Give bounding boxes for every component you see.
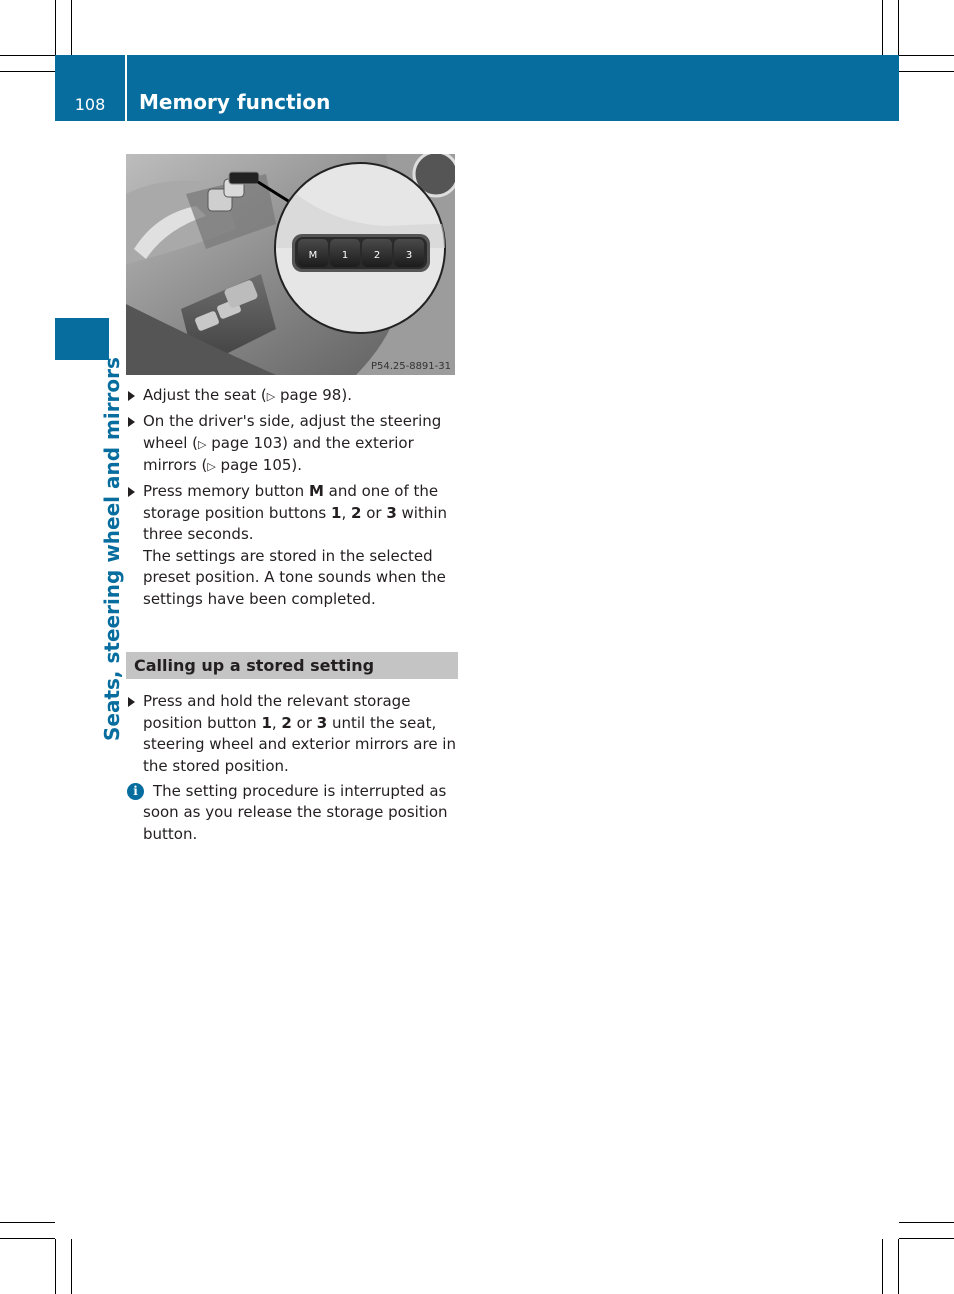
crop-mark [899, 71, 954, 72]
crop-mark [899, 1238, 954, 1239]
page-number: 108 [74, 95, 106, 114]
chapter-tab-marker [55, 318, 109, 360]
crop-mark [882, 1239, 883, 1294]
step-text: and one of the storage position buttons [143, 482, 439, 522]
step-text: within three seconds. [143, 503, 448, 543]
step-arrow-icon [128, 487, 135, 497]
crop-mark [55, 0, 56, 55]
step-arrow-icon [128, 417, 135, 427]
button-label-1: 1 [341, 250, 349, 261]
header-divider [125, 55, 127, 121]
step-text: Adjust the seat ( [143, 386, 267, 404]
chapter-side-label: Seats, steering wheel and mirrors [100, 357, 124, 741]
button-ref: M [308, 482, 324, 500]
info-note [126, 781, 458, 846]
step-text: or [361, 503, 387, 522]
step-text: or [291, 713, 317, 732]
step-text: , [341, 503, 351, 522]
step-text: page 98). [275, 386, 352, 404]
step-text: page 105). [215, 456, 303, 474]
door-panel-illustration [126, 154, 455, 375]
memory-buttons-figure [126, 154, 455, 375]
button-label-m: M [308, 250, 318, 261]
button-ref: 3 [386, 503, 397, 522]
step-text: On the driver's side, adjust the steering wheel ( [143, 412, 442, 452]
instruction-step [126, 691, 458, 777]
button-ref: 3 [316, 713, 328, 732]
main-content [126, 385, 458, 845]
instruction-step [126, 411, 458, 478]
crop-mark [0, 1222, 55, 1223]
step-text: , [271, 713, 282, 732]
crop-mark [882, 0, 883, 55]
note-text: The setting procedure is interrupted as soon as you release the storage position button. [143, 781, 448, 843]
crop-mark [898, 1239, 899, 1294]
step-text: Press and hold the relevant storage position button [143, 692, 411, 732]
step-text: page 103) and the exterior mirrors ( [143, 433, 414, 474]
crop-mark [71, 0, 72, 55]
page-ref-icon: ▷ [207, 460, 216, 473]
button-ref: 2 [350, 503, 362, 522]
button-ref: 2 [281, 713, 292, 732]
button-ref: 1 [331, 503, 342, 522]
button-label-3: 3 [405, 250, 413, 261]
crop-mark [899, 1222, 954, 1223]
page-ref-icon: ▷ [266, 390, 276, 403]
crop-mark [71, 1239, 72, 1294]
crop-mark [899, 55, 954, 56]
section-heading: Calling up a stored setting [126, 652, 458, 679]
figure-code: P54.25-8891-31 [370, 361, 451, 372]
button-ref: 1 [261, 713, 272, 732]
step-text: until the seat, steering wheel and exterior mirrors are in the stored position. [143, 713, 456, 775]
crop-mark [55, 1239, 56, 1294]
info-icon: i [127, 783, 144, 800]
crop-mark [898, 0, 899, 55]
instruction-step [126, 385, 458, 408]
step-arrow-icon [128, 391, 135, 401]
crop-mark [0, 55, 55, 56]
page-title: Memory function [139, 90, 331, 114]
step-arrow-icon [128, 697, 135, 707]
button-label-2: 2 [373, 250, 381, 261]
step-text: Press memory button [143, 482, 309, 500]
page-ref-icon: ▷ [198, 437, 207, 451]
step-result: The settings are stored in the selected preset position. A tone sounds when the settings have been completed. [143, 546, 446, 608]
instruction-step [126, 481, 458, 610]
crop-mark [0, 71, 55, 72]
crop-mark [0, 1238, 55, 1239]
